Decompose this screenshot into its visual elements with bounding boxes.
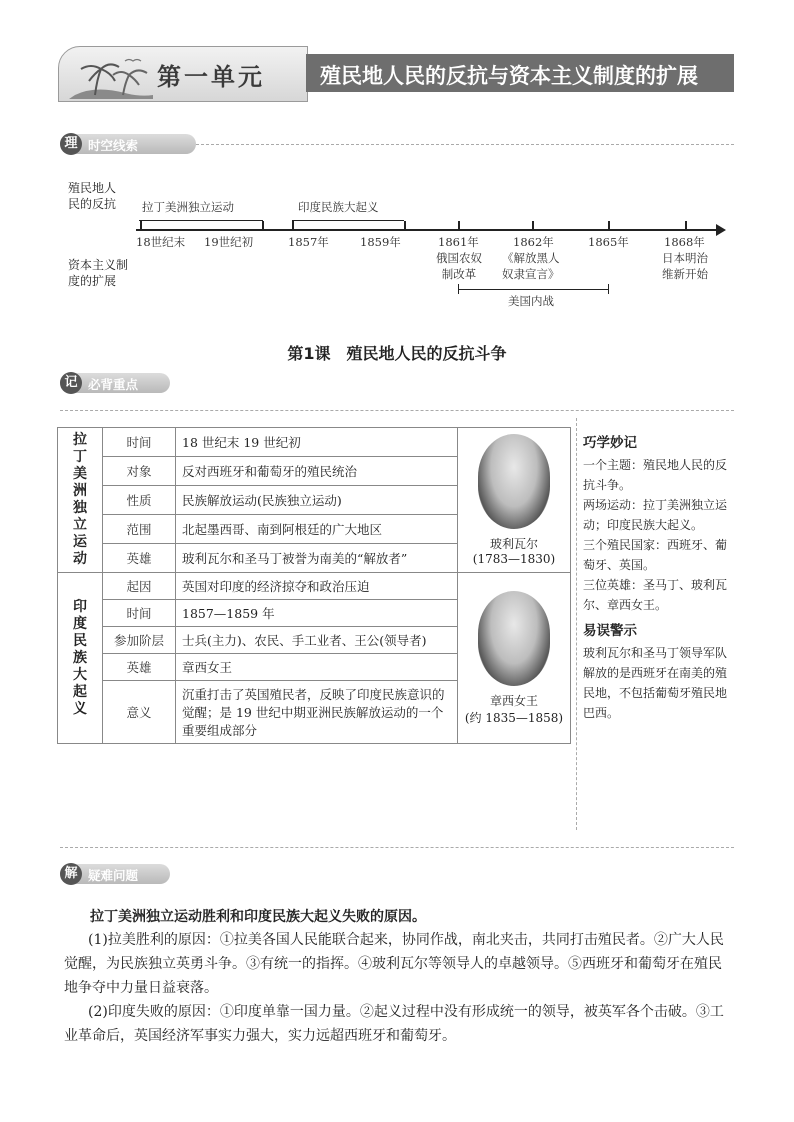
portrait-bolivar <box>458 428 571 573</box>
section-tag-explain <box>60 864 170 884</box>
row-label: 英雄 <box>103 654 176 681</box>
tag-label: 必背重点 <box>88 377 139 392</box>
row-label: 对象 <box>103 457 176 486</box>
section-tag-timeline <box>60 134 196 154</box>
sidebar <box>583 427 733 723</box>
civil-war-bracket <box>608 284 609 294</box>
bolivar-portrait-image <box>478 434 550 529</box>
civil-war-line <box>458 289 608 290</box>
portrait-name: 章西女王 <box>489 693 538 708</box>
answer-paragraph-2: (2)印度失败的原因：①印度单靠一国力量。②起义过程中没有形成统一的领导，被英军各个击破。③工业革命后，英国经济军事实力强大，实力远超西班牙和葡萄牙。 <box>64 1004 724 1044</box>
tick-label: 1857年 <box>288 235 329 249</box>
range-line-latin <box>139 220 263 221</box>
axis-tick <box>532 221 534 230</box>
row-label: 性质 <box>103 486 176 515</box>
row-value: 章西女王 <box>176 654 458 681</box>
row-value: 民族解放运动(民族独立运动) <box>176 486 458 515</box>
axis-tick <box>404 221 406 230</box>
axis-tick <box>292 221 294 230</box>
table-row <box>58 428 571 457</box>
row-value: 反对西班牙和葡萄牙的殖民统治 <box>176 457 458 486</box>
portrait-years: (约 1835—1858) <box>464 710 564 725</box>
warn-title: 易误警示 <box>583 623 637 639</box>
palm-tree-icon <box>65 55 155 99</box>
india-header-text: 印度民族大起义 <box>73 598 87 717</box>
knowledge-table <box>57 427 571 744</box>
row-value: 沉重打击了英国殖民者，反映了印度民族意识的觉醒；是 19 世纪中期亚洲民族解放运动的一个重要组成部分 <box>176 681 458 744</box>
tick-label: 1865年 <box>588 235 629 249</box>
axis-tick <box>262 221 264 230</box>
civil-war-label: 美国内战 <box>508 294 554 308</box>
latin-header-text: 拉丁美洲独立运动 <box>73 432 87 567</box>
tag-icon: 解 <box>60 863 82 885</box>
section-tag-memorize <box>60 373 170 393</box>
timeline-bottom-label: 资本主义制 度的扩展 <box>68 258 129 288</box>
tick-label: 1859年 <box>360 235 401 249</box>
event-russia: 俄国农奴 制改革 <box>436 251 482 281</box>
row-label: 参加阶层 <box>103 627 176 654</box>
latin-header <box>58 428 103 573</box>
question-title: 拉丁美洲独立运动胜利和印度民族大起义失败的原因。 <box>90 909 426 925</box>
warn-text: 玻利瓦尔和圣马丁领导军队解放的是西班牙在南美的殖民地，不包括葡萄牙殖民地巴西。 <box>583 646 728 720</box>
event-meiji: 日本明治 维新开始 <box>662 251 708 281</box>
answer-paragraph-1: (1)拉美胜利的原因：①拉美各国人民能联合起来，协同作战，南北夹击，共同打击殖民者。②广大人民觉醒，为民族独立英勇斗争。③有统一的指挥。④玻利瓦尔等领导人的卓越领导。⑤西班牙和葡萄牙在殖民地争夺中力量日益衰落。 <box>64 932 724 996</box>
row-label: 范围 <box>103 515 176 544</box>
unit-title: 第一单元 <box>157 63 265 91</box>
rani-portrait-image <box>478 591 550 686</box>
tag-label: 时空线索 <box>88 138 139 153</box>
tip-line: 三位英雄：圣马丁、玻利瓦尔、章西女王。 <box>583 578 728 612</box>
row-label: 时间 <box>103 428 176 457</box>
divider <box>196 144 734 145</box>
row-label: 起因 <box>103 573 176 600</box>
row-label: 意义 <box>103 681 176 744</box>
axis-tick <box>140 221 142 230</box>
timeline-axis <box>136 229 722 231</box>
divider <box>60 847 734 848</box>
row-value: 士兵(主力)、农民、手工业者、王公(领导者) <box>176 627 458 654</box>
portrait-rani <box>458 573 571 744</box>
divider <box>576 418 578 830</box>
tick-label: 19世纪初 <box>204 235 254 249</box>
axis-tick <box>458 221 460 230</box>
row-value: 1857—1859 年 <box>176 600 458 627</box>
tag-icon: 理 <box>60 133 82 155</box>
row-value: 18 世纪末 19 世纪初 <box>176 428 458 457</box>
tick-label: 1868年 <box>664 235 705 249</box>
table-row <box>58 573 571 600</box>
row-label: 英雄 <box>103 544 176 573</box>
axis-tick <box>685 221 687 230</box>
india-header <box>58 573 103 744</box>
tick-label: 1862年 <box>513 235 554 249</box>
axis-arrow-icon <box>716 224 728 236</box>
unit-banner <box>58 46 734 100</box>
tip-line: 两场运动：拉丁美洲独立运动；印度民族大起义。 <box>583 498 728 532</box>
row-value: 北起墨西哥、南到阿根廷的广大地区 <box>176 515 458 544</box>
row-label: 时间 <box>103 600 176 627</box>
timeline-top-label: 殖民地人 民的反抗 <box>68 181 117 211</box>
tip-line: 三个殖民国家：西班牙、葡萄牙、英国。 <box>583 538 728 572</box>
axis-tick <box>608 221 610 230</box>
range-line-india <box>292 220 404 221</box>
range-label-latin: 拉丁美洲独立运动 <box>142 200 234 214</box>
tag-label: 疑难问题 <box>88 868 139 883</box>
tag-icon: 记 <box>60 372 82 394</box>
event-emancipation: 《解放黑人 奴隶宣言》 <box>502 251 560 281</box>
unit-subtitle: 殖民地人民的反抗与资本主义制度的扩展 <box>320 64 698 88</box>
tip-title: 巧学妙记 <box>583 435 637 451</box>
tip-line: 一个主题：殖民地人民的反抗斗争。 <box>583 458 728 492</box>
divider <box>60 410 734 411</box>
tick-label: 18世纪末 <box>136 235 186 249</box>
banner-left-panel <box>58 46 308 102</box>
row-value: 玻利瓦尔和圣马丁被誉为南美的“解放者” <box>176 544 458 573</box>
banner-right-panel <box>306 54 734 92</box>
tick-label: 1861年 <box>438 235 479 249</box>
portrait-name: 玻利瓦尔 <box>489 537 538 551</box>
portrait-years: (1783—1830) <box>472 552 556 566</box>
range-label-india: 印度民族大起义 <box>298 200 379 214</box>
lesson-title: 第1课 殖民地人民的反抗斗争 <box>287 344 507 363</box>
row-value: 英国对印度的经济掠夺和政治压迫 <box>176 573 458 600</box>
